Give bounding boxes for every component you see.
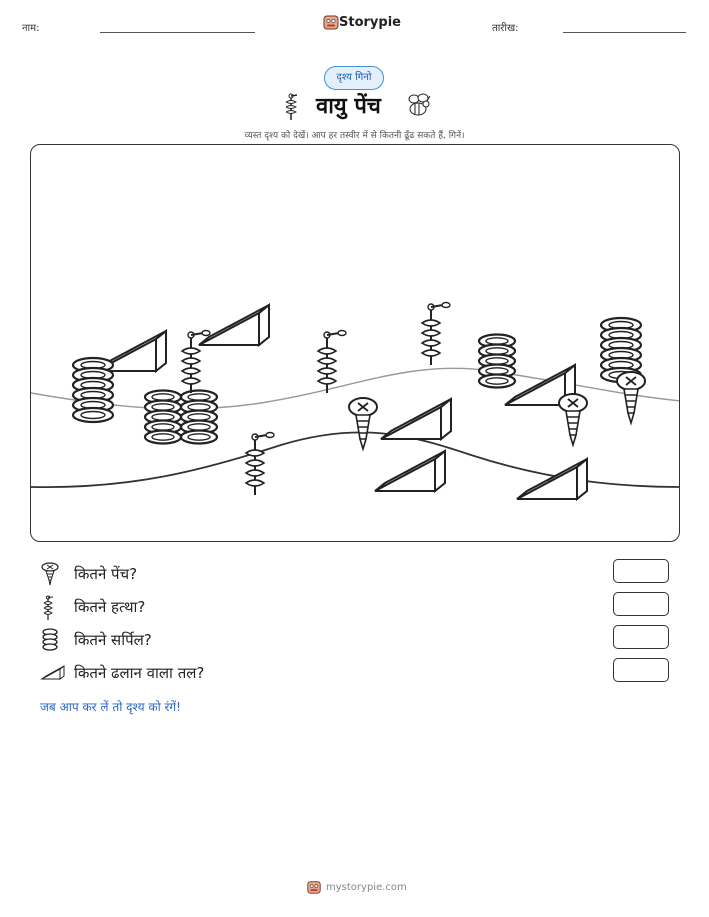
- handle-4[interactable]: [246, 433, 274, 496]
- handle-2[interactable]: [318, 331, 346, 394]
- spiral-1[interactable]: [73, 358, 113, 422]
- question-spirals: [40, 628, 670, 654]
- handle-3[interactable]: [422, 303, 450, 366]
- screw-3[interactable]: [617, 372, 645, 423]
- ramp-icon: [40, 661, 66, 687]
- question-screws: [40, 562, 670, 588]
- footer-url[interactable]: mystorypie.com: [326, 882, 407, 893]
- screw-icon: [40, 562, 66, 588]
- instructions: व्यस्त दृश्य को देखें। आप हर तस्वीर में से कितनी ढूँढ सकते हैं, गिनें।: [244, 131, 465, 141]
- category-badge: दृश्य गिनो: [324, 66, 384, 90]
- ramp-3[interactable]: [381, 399, 451, 439]
- coloring-note: जब आप कर लें तो दृश्य को रंगें!: [40, 700, 181, 714]
- screw-2[interactable]: [559, 394, 587, 445]
- storypie-footer-logo-icon: [306, 879, 322, 895]
- question-text: कितने सर्पिल?: [74, 631, 152, 649]
- spiral-icon: [40, 628, 66, 654]
- handle-icon: [282, 92, 300, 122]
- question-text: कितने हत्था?: [74, 598, 146, 616]
- bee-icon: [404, 90, 434, 120]
- spiral-3[interactable]: [181, 391, 217, 444]
- spiral-2[interactable]: [145, 391, 181, 444]
- date-label: तारीख:: [492, 23, 519, 34]
- screw-1[interactable]: [349, 398, 377, 449]
- question-text: कितने पेंच?: [74, 565, 138, 583]
- page-title: वायु पेंच: [316, 94, 381, 119]
- handle-icon: [40, 595, 66, 621]
- name-label: नाम:: [22, 23, 40, 34]
- question-ramps: [40, 661, 670, 687]
- brand-name: Storypie: [339, 15, 401, 30]
- coloring-scene[interactable]: [30, 144, 680, 542]
- spiral-4[interactable]: [479, 335, 515, 388]
- storypie-logo-icon: [322, 13, 340, 31]
- ramp-6[interactable]: [517, 459, 587, 499]
- answer-box-spirals[interactable]: [613, 625, 669, 649]
- answer-box-handles[interactable]: [613, 592, 669, 616]
- answer-box-screws[interactable]: [613, 559, 669, 583]
- ramp-2[interactable]: [199, 305, 269, 345]
- ramp-4[interactable]: [375, 451, 445, 491]
- question-text: कितने ढलान वाला तल?: [74, 664, 205, 682]
- name-line[interactable]: [100, 32, 255, 33]
- question-handles: [40, 595, 670, 621]
- date-line[interactable]: [563, 32, 686, 33]
- answer-box-ramps[interactable]: [613, 658, 669, 682]
